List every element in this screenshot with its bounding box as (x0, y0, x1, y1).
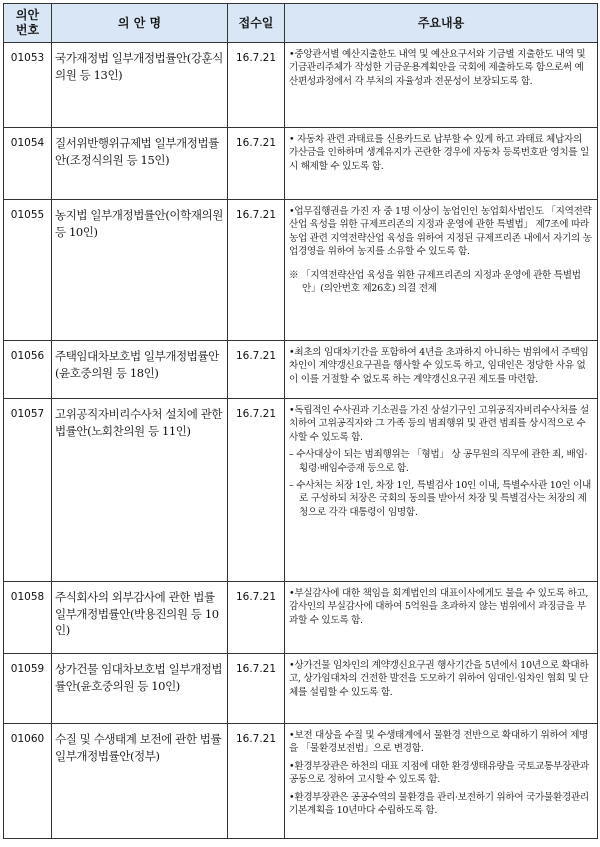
bill-title: 수질 및 수생태계 보전에 관한 법률 일부개정법률안(정부) (52, 724, 228, 839)
table-row (4, 128, 598, 200)
received-date: 16.7.21 (228, 399, 285, 582)
summary-paragraph: •환경부장관은 공공수역의 물환경을 관리·보전하기 위하여 국가물환경관리기본계획을 10년마다 수립하도록 함. (289, 791, 589, 817)
summary-paragraph: • 자동차 관련 과태료를 신용카드로 납부할 수 있게 하고 과태료 체납자의 가산금을 인하하며 생계유지가 곤란한 경우에 자동차 등록번호판 영치를 일시 해제할 수 있도록 함. (289, 134, 589, 172)
summary-note: ※ 「지역전략산업 육성을 위한 규제프리존의 지정과 운영에 관한 특별법안」(의안번호 제26호) 의결 전제 (289, 269, 581, 295)
table-row (4, 724, 598, 839)
bill-number: 01058 (4, 582, 52, 654)
summary (285, 341, 598, 399)
bill-number: 01055 (4, 200, 52, 341)
summary-paragraph: •부실감사에 대한 책임을 회계법인의 대표이사에게도 물을 수 있도록 하고, 감사인의 부실감사에 대하여 5억원을 초과하지 않는 범위에서 과징금을 부과할 수 있도록 함. (289, 588, 589, 626)
table-row (4, 43, 598, 128)
summary (285, 654, 598, 724)
header-title: 의 안 명 (52, 4, 228, 43)
header-content: 주요내용 (285, 4, 598, 43)
received-date: 16.7.21 (228, 724, 285, 839)
summary (285, 724, 598, 839)
bill-title: 질서위반행위규제법 일부개정법률안(조정식의원 등 15인) (52, 128, 228, 200)
table-row (4, 654, 598, 724)
summary-sub-item: – 수사처는 처장 1인, 차장 1인, 특별검사 10인 이내, 특별수사관 10인 이내로 구성하되 처장은 국회의 동의를 받아서 차장 및 특별검사는 처장의 제청으로 각각 대통령이 임명함. (289, 480, 592, 518)
header-date: 접수일 (228, 4, 285, 43)
bill-number: 01053 (4, 43, 52, 128)
header-row (4, 4, 598, 43)
table-row (4, 341, 598, 399)
received-date: 16.7.21 (228, 582, 285, 654)
received-date: 16.7.21 (228, 654, 285, 724)
summary-sub-item: – 수사대상이 되는 범죄행위는 「형법」 상 공무원의 직무에 관한 죄, 배임·횡령·배임수증재 등으로 함. (289, 449, 588, 474)
summary-paragraph: •업무집행권을 가진 자 중 1명 이상이 농업인인 농업회사법인도 「지역전략산업 육성을 위한 규제프리존의 지정과 운영에 관한 특별법」 제7조에 따라 농업 관련 지역전략산업 육성을 위하여 지정된 규제프리존 내에서 자기의 농업경영을 위하여 농지를 소유할 수 있도록 함. (289, 206, 592, 258)
summary-paragraph: •중앙관서별 예산지출한도 내역 및 예산요구서와 기금별 지출한도 내역 및 기금관리주체가 작성한 기금운용계획안을 국회에 제출하도록 함으로써 예산편성과정에서 각 부처의 자율성과 전문성이 보장되도록 함. (289, 49, 586, 87)
table-row (4, 200, 598, 341)
bill-number: 01059 (4, 654, 52, 724)
summary (285, 399, 598, 582)
received-date: 16.7.21 (228, 200, 285, 341)
summary-paragraph: •최초의 임대차기간을 포함하여 4년을 초과하지 아니하는 범위에서 주택임차인이 계약갱신요구권을 행사할 수 있도록 하고, 임대인은 정당한 사유 없이 이를 거절할 수 없도록 하는 계약갱신요구권 제도를 마련함. (289, 347, 589, 385)
summary-paragraph: •환경부장관은 하천의 대표 지점에 대한 환경생태유량을 국토교통부장관과 공동으로 정하여 고시할 수 있도록 함. (289, 760, 589, 786)
bill-title: 주식회사의 외부감사에 관한 법률 일부개정법률안(박용진의원 등 10인) (52, 582, 228, 654)
summary (285, 128, 598, 200)
bill-title: 고위공직자비리수사처 설치에 관한 법률안(노회찬의원 등 11인) (52, 399, 228, 582)
bill-title: 농지법 일부개정법률안(이학재의원 등 10인) (52, 200, 228, 341)
summary (285, 43, 598, 128)
bill-number: 01057 (4, 399, 52, 582)
table-row (4, 582, 598, 654)
received-date: 16.7.21 (228, 341, 285, 399)
bill-title: 국가재정법 일부개정법률안(강훈식의원 등 13인) (52, 43, 228, 128)
summary (285, 200, 598, 341)
bill-title: 주택임대차보호법 일부개정법률안(윤호중의원 등 18인) (52, 341, 228, 399)
summary-paragraph: •보전 대상을 수질 및 수생태계에서 물환경 전반으로 확대하기 위하여 제명을 「물환경보전법」으로 변경함. (289, 730, 589, 755)
summary-paragraph: •상가건물 임차인의 계약갱신요구권 행사기간을 5년에서 10년으로 확대하고, 상가임대차의 건전한 발전을 도모하기 위하여 임대인·임차인 협회 및 단체를 설립할 수 있도록 함. (289, 660, 589, 698)
summary (285, 582, 598, 654)
bill-table (3, 3, 598, 839)
received-date: 16.7.21 (228, 43, 285, 128)
bill-title: 상가건물 임대차보호법 일부개정법률안(윤호중의원 등 10인) (52, 654, 228, 724)
bill-number: 01056 (4, 341, 52, 399)
bill-number: 01060 (4, 724, 52, 839)
table-row (4, 399, 598, 582)
received-date: 16.7.21 (228, 128, 285, 200)
header-no: 의안 번호 (4, 4, 52, 43)
summary-paragraph: •독립적인 수사권과 기소권을 가진 상설기구인 고위공직자비리수사처를 설치하여 고위공직자와 그 가족 등의 범죄행위 및 관련 범죄를 상시적으로 수사할 수 있도록 함. (289, 405, 589, 443)
bill-number: 01054 (4, 128, 52, 200)
